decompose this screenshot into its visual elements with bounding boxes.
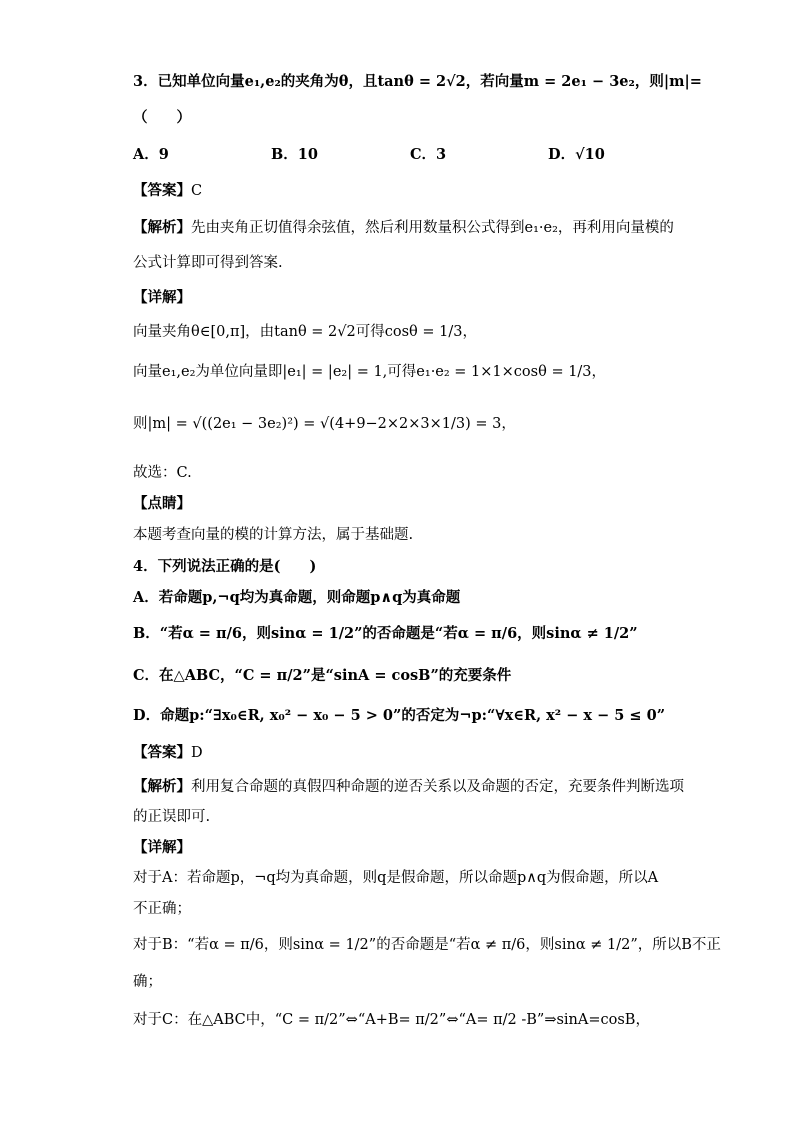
- q3-option-a: A．9: [133, 146, 169, 163]
- q3-analysis-line2: 公式计算即可得到答案.: [133, 255, 283, 271]
- answer-value: C: [191, 183, 203, 199]
- q3-detail-line4: 故选：C.: [133, 465, 192, 481]
- q3-detail-line3: 则|m| = √((2e₁ − 3e₂)²) = √(4+9−2×2×3×1/3) = 3，: [133, 416, 516, 432]
- answer-tag: 【答案】: [133, 182, 191, 199]
- q4-detail-b1: 对于B：“若α = π/6，则sinα = 1/2”的否命题是“若α ≠ π/6，则sinα ≠ 1/2”，所以B不正: [133, 937, 721, 953]
- q3-answer: [133, 181, 202, 201]
- q4-detail-a1: 对于A：若命题p，¬q均为真命题，则q是假命题，所以命题p∧q为假命题，所以A: [133, 870, 659, 886]
- q3-detail-line2: 向量e₁,e₂为单位向量即|e₁| = |e₂| = 1,可得e₁·e₂ = 1×1×cosθ = 1/3，: [133, 364, 607, 380]
- q3-analysis-line1: [133, 218, 674, 238]
- q3-option-b: B．10: [271, 146, 318, 163]
- q3-option-c: C．3: [410, 146, 447, 163]
- q4-option-a: A．若命题p,¬q均为真命题，则命题p∧q为真命题: [133, 589, 461, 606]
- q4-analysis-line1: [133, 777, 684, 797]
- q3-comment: 本题考查向量的模的计算方法，属于基础题.: [133, 527, 414, 543]
- q4-detail-c1: 对于C：在△ABC中，“C = π/2”⇔“A+B= π/2”⇔“A= π/2 -B”⇒sinA=cosB，: [133, 1012, 650, 1028]
- answer-tag: 【答案】: [133, 744, 191, 761]
- q4-answer: [133, 743, 203, 763]
- q3-paren: （ ）: [133, 109, 191, 126]
- q4-detail-b2: 确；: [133, 974, 162, 990]
- analysis-tag: 【解析】: [133, 778, 191, 795]
- q3-detail-line1: 向量夹角θ∈[0,π]，由tanθ = 2√2可得cosθ = 1/3，: [133, 324, 477, 340]
- q4-option-b: B．“若α = π/6，则sinα = 1/2”的否命题是“若α = π/6，则sinα ≠ 1/2”: [133, 625, 638, 642]
- q4-stem: 4．下列说法正确的是( ): [133, 558, 317, 575]
- q4-option-d: D．命题p:“∃x₀∈R, x₀² − x₀ − 5 > 0”的否定为¬p:“∀x∈R, x² − x − 5 ≤ 0”: [133, 707, 666, 724]
- q4-option-c: C．在△ABC，“C = π/2”是“sinA = cosB”的充要条件: [133, 667, 512, 684]
- answer-value: D: [191, 745, 203, 761]
- analysis-text: 先由夹角正切值得余弦值，然后利用数量积公式得到e₁·e₂，再利用向量模的: [191, 220, 674, 236]
- analysis-text: 利用复合命题的真假四种命题的逆否关系以及命题的否定，充要条件判断选项: [191, 779, 684, 795]
- q3-detail-tag: 【详解】: [133, 289, 191, 306]
- q4-analysis-line2: 的正误即可.: [133, 809, 211, 825]
- q3-option-d: D．√10: [548, 146, 605, 163]
- analysis-tag: 【解析】: [133, 219, 191, 236]
- q3-stem: 3．已知单位向量e₁,e₂的夹角为θ，且tanθ = 2√2，若向量m = 2e₁ − 3e₂，则|m|=: [133, 73, 702, 90]
- q4-detail-tag: 【详解】: [133, 839, 191, 856]
- q3-comment-tag: 【点睛】: [133, 495, 191, 512]
- q4-detail-a2: 不正确；: [133, 901, 191, 917]
